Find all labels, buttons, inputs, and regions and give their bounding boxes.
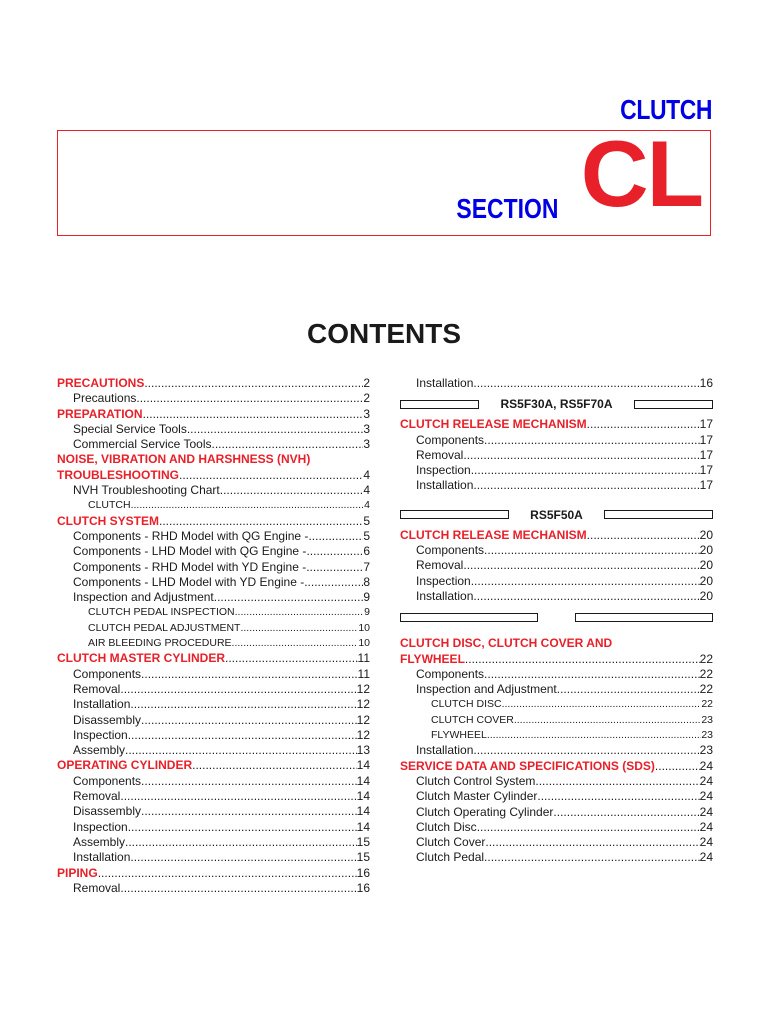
toc-page-number: 14 [356,819,370,834]
toc-section-entry[interactable] [57,758,370,773]
toc-page-number: 15 [356,850,370,865]
toc-entry-title: Components - LHD Model with QG Engine - [73,544,307,559]
toc-subentry[interactable] [57,636,370,651]
toc-entry[interactable] [57,483,370,498]
toc-page-number: 22 [701,698,713,711]
toc-section-entry[interactable] [57,468,370,483]
toc-entry[interactable] [57,850,370,865]
toc-page-number: 24 [699,789,713,804]
toc-entry-title: PRECAUTIONS [57,376,145,390]
toc-entry[interactable] [57,820,370,835]
toc-page-number: 24 [699,804,713,819]
toc-entry[interactable] [400,589,713,604]
dot-leader [98,866,357,881]
toc-page-number: 6 [363,544,370,559]
dot-leader [587,528,700,543]
toc-entry-title: Installation [73,697,131,712]
dot-leader [487,728,701,743]
toc-entry[interactable] [57,835,370,850]
dot-leader [463,448,699,463]
dot-leader [212,437,364,452]
dot-leader [471,574,700,589]
toc-entry[interactable] [400,835,713,850]
toc-subentry[interactable] [57,605,370,620]
toc-page-number: 12 [356,681,370,696]
toc-page-number: 17 [699,478,713,493]
toc-page-number: 17 [699,432,713,447]
dot-leader [477,820,700,835]
dot-leader [465,652,700,667]
banner-rule [575,613,713,622]
toc-page-number: 4 [363,467,370,482]
toc-entry[interactable] [57,437,370,452]
toc-entry-title: CLUTCH SYSTEM [57,513,159,528]
toc-entry-title: Installation [416,743,474,758]
toc-page-number: 11 [357,651,370,666]
dot-leader [187,422,363,437]
toc-entry[interactable] [57,590,370,605]
dot-leader [473,376,699,391]
dot-leader [128,820,357,835]
toc-page-number: 14 [356,804,370,819]
toc-left-column [57,376,370,896]
toc-entry-title: Removal [416,558,464,573]
toc-page-number: 24 [699,835,713,850]
banner-rule [400,613,538,622]
dot-leader [136,391,363,406]
toc-entry[interactable] [400,743,713,758]
chapter-title: CLUTCH [620,94,712,125]
toc-page-number: 24 [699,758,713,773]
toc-page-number: 20 [699,543,713,558]
toc-section-heading[interactable]: CLUTCH DISC, CLUTCH COVER AND [400,636,613,651]
banner-rule [400,400,479,409]
toc-entry[interactable] [400,682,713,697]
dot-leader [159,514,363,529]
toc-page-number: 2 [363,376,370,390]
toc-entry-title: OPERATING CYLINDER [57,758,193,773]
dot-leader [471,463,700,478]
toc-entry[interactable] [400,820,713,835]
toc-entry[interactable] [57,544,370,559]
toc-entry[interactable] [400,543,713,558]
dot-leader [485,835,699,850]
toc-entry[interactable] [57,391,370,406]
toc-page-number: 11 [357,666,370,681]
toc-page-number: 16 [699,376,713,390]
banner-rule [400,510,509,519]
toc-page-number: 20 [699,573,713,588]
toc-entry-title: CLUTCH COVER [431,713,514,726]
dot-leader [125,743,357,758]
toc-page-number: 3 [363,421,370,436]
toc-entry-title: Assembly [73,743,126,758]
toc-entry-title: CLUTCH PEDAL INSPECTION [88,606,235,619]
toc-entry-title: TROUBLESHOOTING [57,467,179,482]
toc-entry-title: SERVICE DATA AND SPECIFICATIONS (SDS) [400,758,655,773]
toc-page-number: 24 [699,819,713,834]
dot-leader [141,774,357,789]
toc-entry[interactable] [57,697,370,712]
toc-page-number: 5 [363,528,370,543]
dot-leader [308,529,363,544]
toc-section-entry[interactable] [57,376,370,391]
toc-entry[interactable] [57,560,370,575]
model-banner [400,502,713,528]
toc-section-entry[interactable] [57,407,370,422]
dot-leader [220,483,364,498]
toc-entry[interactable] [400,478,713,493]
toc-entry[interactable] [57,682,370,697]
toc-entry-title: Special Service Tools [73,421,187,436]
dot-leader [130,850,356,865]
toc-entry[interactable] [57,804,370,819]
toc-entry-title: CLUTCH MASTER CYLINDER [57,651,225,666]
dot-leader [232,636,359,651]
toc-section-entry[interactable] [57,866,370,881]
dot-leader [463,558,699,573]
toc-section-entry[interactable] [57,514,370,529]
toc-page-number: 20 [699,558,713,573]
dot-leader [143,407,364,422]
toc-entry[interactable] [57,743,370,758]
dot-leader [179,468,363,483]
toc-page-number: 15 [356,834,370,849]
dot-leader [214,590,364,605]
toc-page-number: 3 [363,406,370,421]
toc-entry-title: AIR BLEEDING PROCEDURE [88,637,232,650]
toc-entry-title: Components [416,432,485,447]
toc-entry-title: Components [416,666,485,681]
toc-page-number: 12 [356,727,370,742]
toc-entry-title: Inspection and Adjustment [73,590,214,605]
toc-page-number: 14 [356,758,370,773]
toc-page-number: 3 [363,437,370,452]
toc-page-number: 16 [356,865,370,880]
toc-section-entry[interactable] [400,417,713,432]
toc-entry[interactable] [400,805,713,820]
toc-entry-title: FLYWHEEL [431,729,487,742]
toc-entry[interactable] [400,667,713,682]
toc-page-number: 22 [699,651,713,666]
toc-entry-title: NVH Troubleshooting Chart [73,483,220,498]
dot-leader [535,774,699,789]
banner-rule [604,510,713,519]
toc-section-entry[interactable] [400,652,713,667]
dot-leader [484,667,700,682]
dot-leader [120,682,356,697]
dot-leader [130,697,356,712]
toc-page-number: 10 [358,637,370,650]
toc-page-number: 4 [364,499,370,512]
toc-page-number: 12 [356,712,370,727]
toc-subentry[interactable] [57,498,370,513]
toc-entry[interactable] [57,728,370,743]
dot-leader [306,560,363,575]
toc-entry-title: FLYWHEEL [400,651,465,666]
section-label: SECTION [455,193,558,224]
toc-page-number: 23 [699,743,713,758]
toc-entry[interactable] [400,789,713,804]
toc-page-number: 9 [364,606,370,619]
toc-entry-title: Clutch Control System [416,773,536,788]
toc-entry[interactable] [400,463,713,478]
toc-section-entry[interactable] [57,651,370,666]
toc-entry[interactable] [400,574,713,589]
dot-leader [120,881,356,896]
dot-leader [587,417,700,432]
toc-page-number: 16 [356,880,370,895]
toc-page-number: 10 [358,621,370,634]
toc-entry[interactable] [57,713,370,728]
banner-label: RS5F30A, RS5F70A [500,397,613,412]
toc-page-number: 22 [699,666,713,681]
dot-leader [225,651,358,666]
toc-entry-title: CLUTCH RELEASE MECHANISM [400,417,587,432]
toc-entry-title: Removal [416,447,464,462]
toc-section-entry[interactable] [400,759,713,774]
dot-leader [473,743,699,758]
toc-subentry[interactable] [57,621,370,636]
toc-entry-title: Removal [73,789,121,804]
toc-entry[interactable] [57,422,370,437]
toc-entry[interactable] [400,376,713,391]
toc-page-number: 20 [699,588,713,603]
toc-entry-title: Components [73,773,142,788]
dot-leader [655,759,700,774]
dot-leader [128,728,357,743]
banner-rule [634,400,713,409]
toc-entry-title: Components - LHD Model with YD Engine - [73,574,305,589]
dot-leader [484,850,700,865]
toc-page-number: 17 [699,417,713,432]
dot-leader [473,589,699,604]
contents-heading: CONTENTS [307,318,461,349]
toc-entry-title: Assembly [73,834,126,849]
toc-entry-title: PIPING [57,865,98,880]
toc-page-number: 22 [699,682,713,697]
toc-entry[interactable] [400,433,713,448]
toc-entry-title: Commercial Service Tools [73,437,212,452]
toc-entry[interactable] [57,789,370,804]
toc-page-number: 9 [363,590,370,605]
toc-entry-title: CLUTCH [88,499,131,512]
toc-entry-title: CLUTCH PEDAL ADJUSTMENT [88,621,241,634]
toc-entry-title: Inspection and Adjustment [416,682,557,697]
toc-entry[interactable] [57,881,370,896]
toc-entry-title: Inspection [416,573,471,588]
toc-entry-title: Clutch Pedal [416,850,485,865]
toc-subentry[interactable] [400,713,713,728]
dot-leader [141,804,357,819]
toc-entry[interactable] [57,774,370,789]
toc-entry-title: Installation [73,850,131,865]
dot-leader [240,621,358,636]
toc-entry-title: Precautions [73,391,137,406]
toc-entry-title: Installation [416,478,474,493]
section-code: CL [580,121,702,226]
dot-leader [484,543,700,558]
toc-entry[interactable] [57,575,370,590]
toc-page-number: 7 [363,559,370,574]
toc-entry-title: PREPARATION [57,406,143,421]
toc-entry-title: Clutch Disc [416,819,477,834]
toc-page-number: 20 [699,527,713,542]
toc-page-number: 2 [363,391,370,406]
toc-page-number: 17 [699,447,713,462]
model-banner-empty [400,604,713,630]
toc-entry[interactable] [400,850,713,865]
toc-entry-title: Components - RHD Model with QG Engine - [73,528,309,543]
toc-entry-title: CLUTCH RELEASE MECHANISM [400,527,587,542]
toc-page-number: 5 [363,513,370,528]
toc-page-number: 23 [701,729,713,742]
toc-entry-title: Installation [416,376,474,390]
dot-leader [484,433,700,448]
toc-section-heading[interactable]: NOISE, VIBRATION AND HARSHNESS (NVH) [57,452,311,467]
toc-entry-title: Clutch Cover [416,835,486,850]
dot-leader [557,682,700,697]
toc-entry[interactable] [57,529,370,544]
dot-leader [553,805,699,820]
section-box [57,121,711,236]
toc-entry[interactable] [400,774,713,789]
toc-page-number: 24 [699,850,713,865]
toc-page-number: 12 [356,697,370,712]
toc-entry-title: Components [416,543,485,558]
toc-subentry[interactable] [400,697,713,712]
toc-page-number: 8 [363,574,370,589]
toc-page-number: 14 [356,773,370,788]
toc-entry-title: Inspection [73,727,128,742]
toc-entry-title: Components [73,666,142,681]
toc-subentry[interactable] [400,728,713,743]
toc-page-number: 23 [701,713,713,726]
toc-entry[interactable] [57,667,370,682]
dot-leader [235,605,365,620]
toc-entry-title: Inspection [73,819,128,834]
dot-leader [125,835,357,850]
toc-entry-title: Removal [73,681,121,696]
banner-label: RS5F50A [530,507,583,522]
toc-entry-title: Inspection [416,463,471,478]
toc-page-number: 14 [356,789,370,804]
toc-page-number: 13 [356,743,370,758]
toc-entry-title: Disassembly [73,712,142,727]
toc-entry-title: Clutch Master Cylinder [416,789,538,804]
toc-entry-title: Disassembly [73,804,142,819]
toc-entry-title: Clutch Operating Cylinder [416,804,554,819]
dot-leader [502,697,702,712]
toc-section-entry[interactable] [400,528,713,543]
dot-leader [131,498,365,513]
dot-leader [473,478,699,493]
toc-entry-title: Installation [416,588,474,603]
toc-entry-title: CLUTCH DISC [431,698,502,711]
dot-leader [141,667,357,682]
toc-right-column [400,376,713,866]
toc-page-number: 24 [699,773,713,788]
dot-leader [304,575,363,590]
dot-leader [120,789,356,804]
dot-leader [192,758,357,773]
toc-entry-title: Removal [73,880,121,895]
toc-page-number: 17 [699,463,713,478]
dot-leader [141,713,357,728]
dot-leader [144,376,363,391]
toc-entry[interactable] [400,448,713,463]
toc-entry-title: Components - RHD Model with YD Engine - [73,559,307,574]
model-banner [400,391,713,417]
dot-leader [537,789,699,804]
dot-leader [514,713,701,728]
toc-page-number: 4 [363,483,370,498]
toc-entry[interactable] [400,558,713,573]
dot-leader [306,544,363,559]
